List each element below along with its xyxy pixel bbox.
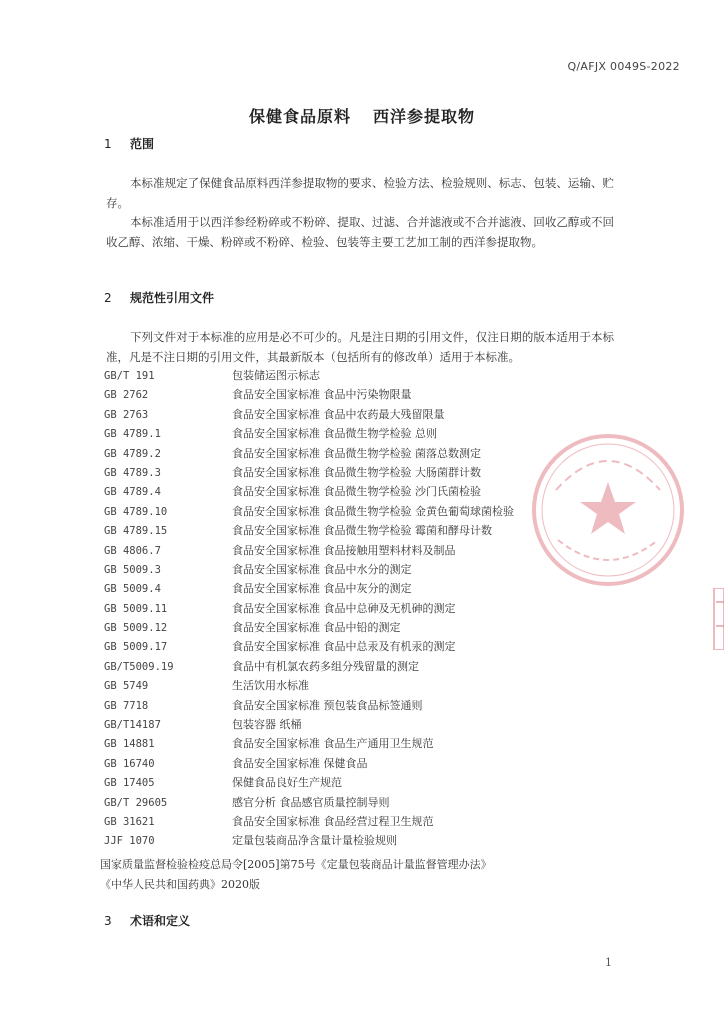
reference-title: 食品安全国家标准 食品经营过程卫生规范	[232, 814, 434, 828]
reference-code: GB 4789.1	[104, 428, 161, 441]
reference-title: 食品安全国家标准 食品中水分的测定	[232, 562, 412, 576]
reference-code: GB 5009.12	[104, 622, 168, 635]
reference-code: GB 17405	[104, 777, 155, 790]
reference-code: GB/T 29605	[104, 796, 168, 809]
reference-title: 食品安全国家标准 食品中污染物限量	[232, 388, 412, 402]
reference-title: 食品安全国家标准 食品中农药最大残留限量	[232, 407, 445, 421]
reference-code: GB 5009.17	[104, 641, 168, 654]
reference-row	[104, 579, 624, 598]
section-heading-references	[104, 289, 214, 306]
section-title: 术语和定义	[130, 914, 191, 928]
reference-row	[104, 482, 624, 501]
reference-code: GB 4806.7	[104, 544, 161, 557]
reference-title: 包装容器 纸桶	[232, 718, 302, 732]
reference-title: 包装储运图示标志	[232, 369, 320, 382]
section-heading-terms	[104, 912, 190, 929]
section-heading-scope	[104, 135, 154, 152]
reference-row	[104, 734, 624, 753]
title-part-2: 西洋参提取物	[373, 107, 476, 126]
reference-row	[104, 637, 624, 656]
reference-code: GB 4789.15	[104, 525, 168, 538]
reference-code: GB 5009.11	[104, 602, 168, 615]
reference-code: GB 16740	[104, 757, 155, 770]
section-number: 2	[104, 291, 112, 305]
reference-extra-regulation: 国家质量监督检验检疫总局令[2005]第75号《定量包装商品计量监督管理办法》	[100, 858, 492, 871]
reference-row	[104, 773, 624, 792]
reference-code: GB/T14187	[104, 719, 161, 732]
reference-row	[104, 560, 624, 579]
reference-code: GB/T5009.19	[104, 660, 174, 673]
reference-title: 食品安全国家标准 食品中灰分的测定	[232, 582, 412, 596]
reference-row	[104, 463, 624, 482]
reference-code: GB 7718	[104, 699, 149, 712]
reference-row	[104, 599, 624, 618]
reference-code: JJF 1070	[104, 835, 155, 848]
reference-code: GB 5009.4	[104, 583, 161, 596]
reference-title: 食品安全国家标准 食品微生物学检验 沙门氏菌检验	[232, 485, 481, 499]
reference-row	[104, 541, 624, 560]
reference-code: GB 4789.2	[104, 447, 161, 460]
reference-code: GB 2763	[104, 408, 149, 421]
reference-title: 食品安全国家标准 食品中铅的测定	[232, 621, 401, 635]
reference-title: 食品安全国家标准 食品微生物学检验 金黄色葡萄球菌检验	[232, 504, 514, 518]
references-intro: 下列文件对于本标准的应用是必不可少的。凡是注日期的引用文件，仅注日期的版本适用于本标准，凡是不注日期的引用文件，其最新版本（包括所有的修改单）适用于本标准。	[106, 330, 614, 364]
reference-title: 保健食品良好生产规范	[232, 776, 342, 790]
reference-title: 食品安全国家标准 食品微生物学检验 大肠菌群计数	[232, 465, 481, 479]
reference-code: GB 2762	[104, 389, 149, 402]
reference-row	[104, 793, 624, 812]
reference-title: 食品安全国家标准 食品中总汞及有机汞的测定	[232, 640, 456, 654]
reference-row	[104, 618, 624, 637]
reference-row	[104, 424, 624, 443]
reference-title: 食品安全国家标准 食品接触用塑料材料及制品	[232, 543, 456, 557]
edge-seal-fragment	[712, 588, 724, 650]
page-number: 1	[605, 956, 612, 969]
reference-row	[104, 657, 624, 676]
reference-row	[104, 521, 624, 540]
reference-title: 食品安全国家标准 食品微生物学检验 总则	[232, 427, 437, 441]
reference-code: GB 5749	[104, 680, 149, 693]
reference-row	[104, 676, 624, 695]
reference-code: GB 4789.3	[104, 466, 161, 479]
reference-extra-pharmacopoeia: 《中华人民共和国药典》2020版	[100, 878, 260, 891]
reference-code: GB 4789.4	[104, 486, 161, 499]
title-part-1: 保健食品原料	[248, 107, 351, 126]
reference-title: 定量包装商品净含量计量检验规则	[232, 834, 397, 848]
reference-row	[104, 444, 624, 463]
reference-list	[104, 366, 624, 851]
reference-row	[104, 831, 624, 850]
section-number: 3	[104, 914, 112, 928]
reference-row	[104, 502, 624, 521]
section-number: 1	[104, 137, 112, 151]
reference-row	[104, 385, 624, 404]
reference-row	[104, 754, 624, 773]
reference-title: 食品安全国家标准 保健食品	[232, 756, 368, 770]
reference-code: GB/T 191	[104, 370, 155, 382]
reference-code: GB 5009.3	[104, 563, 161, 576]
scope-paragraph-1: 本标准规定了保健食品原料西洋参提取物的要求、检验方法、检验规则、标志、包装、运输、贮存。	[106, 176, 614, 210]
reference-code: GB 31621	[104, 815, 155, 828]
reference-code: GB 4789.10	[104, 505, 168, 518]
standard-code: Q/AFJX 0049S-2022	[567, 60, 680, 73]
reference-row	[104, 696, 624, 715]
reference-title: 感官分析 食品感官质量控制导则	[232, 795, 390, 809]
reference-title: 食品安全国家标准 预包装食品标签通则	[232, 698, 423, 712]
reference-row	[104, 405, 624, 424]
section-title: 范围	[130, 137, 155, 151]
reference-title: 食品安全国家标准 食品微生物学检验 霉菌和酵母计数	[232, 524, 492, 538]
reference-row	[104, 366, 624, 385]
reference-title: 食品安全国家标准 食品中总砷及无机砷的测定	[232, 601, 456, 615]
section-title: 规范性引用文件	[130, 291, 215, 305]
reference-row	[104, 715, 624, 734]
reference-title: 生活饮用水标准	[232, 679, 309, 693]
reference-title: 食品安全国家标准 食品微生物学检验 菌落总数测定	[232, 446, 481, 460]
reference-row	[104, 812, 624, 831]
reference-code: GB 14881	[104, 738, 155, 751]
scope-paragraph-2: 本标准适用于以西洋参经粉碎或不粉碎、提取、过滤、合并滤液或不合并滤液、回收乙醇或不回收乙醇、浓缩、干燥、粉碎或不粉碎、检验、包装等主要工艺加工制的西洋参提取物。	[106, 215, 614, 249]
document-title	[0, 104, 724, 127]
reference-title: 食品中有机氯农药多组分残留量的测定	[232, 659, 419, 673]
reference-title: 食品安全国家标准 食品生产通用卫生规范	[232, 737, 434, 751]
